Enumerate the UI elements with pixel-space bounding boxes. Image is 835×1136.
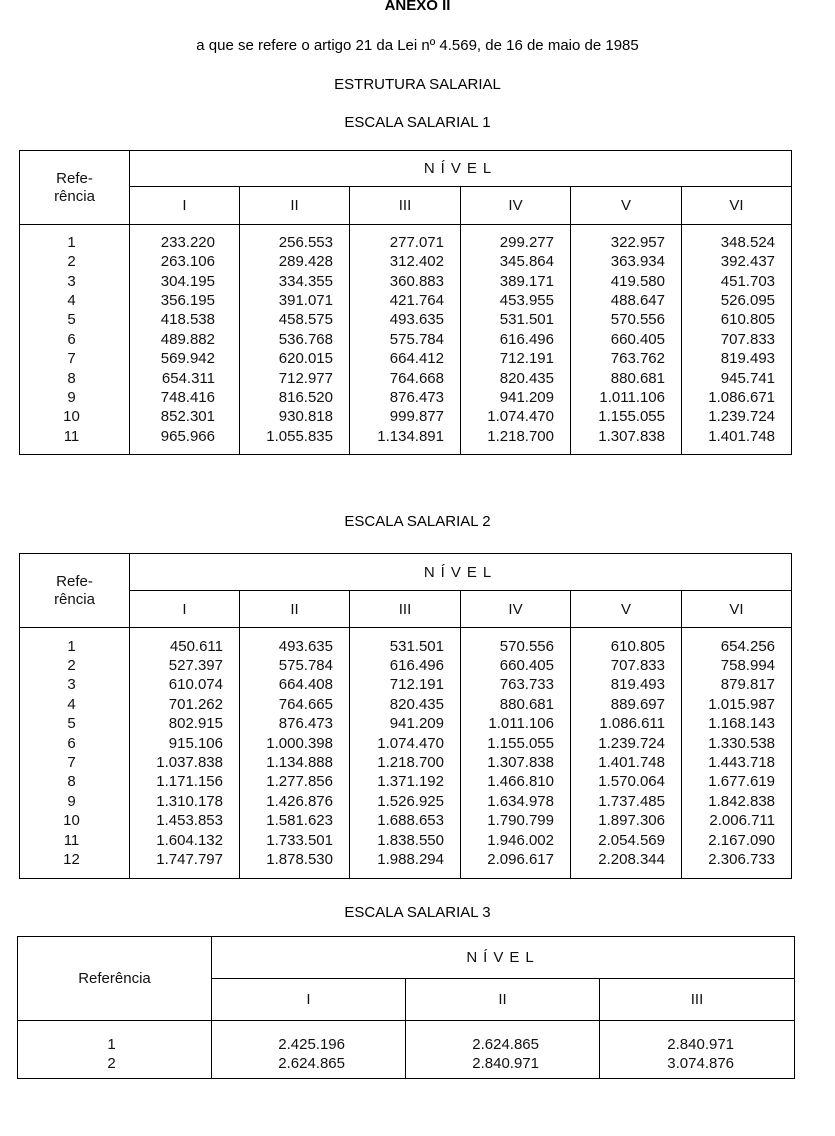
- salary-value: 915.106: [168, 734, 223, 752]
- salary-value: 493.635: [389, 311, 444, 329]
- level-column: [571, 225, 682, 455]
- reference-column: [18, 1021, 212, 1079]
- level-column: [350, 628, 461, 879]
- salary-value: 879.817: [720, 676, 776, 694]
- salary-value: 1.737.485: [598, 792, 665, 810]
- salary-value: 876.473: [389, 388, 444, 406]
- level-column: [682, 225, 792, 455]
- salary-value: 664.408: [278, 676, 333, 694]
- salary-value: 819.493: [720, 350, 776, 368]
- salary-value: 1.401.748: [598, 754, 665, 771]
- salary-value: 763.762: [610, 350, 665, 368]
- salary-value: 660.405: [610, 330, 665, 348]
- salary-value: 1.453.853: [156, 812, 223, 830]
- salary-value: 569.942: [160, 350, 215, 368]
- salary-value: 610.805: [610, 637, 665, 655]
- reference-header-line2: rência: [54, 187, 95, 205]
- salary-value: 1.055.835: [266, 427, 333, 445]
- reference-value: 1: [67, 233, 76, 251]
- scale-1-title: ESCALA SALARIAL 1: [344, 114, 491, 131]
- salary-scale-3-table: [17, 936, 795, 1079]
- salary-value: 880.681: [499, 695, 554, 713]
- salary-value: 570.556: [610, 311, 665, 329]
- salary-value: 1.074.470: [377, 734, 444, 752]
- nivel-header: NÍVEL: [212, 937, 795, 979]
- salary-value: 758.994: [720, 657, 776, 675]
- salary-value: 2.096.617: [487, 850, 554, 868]
- salary-value: 531.501: [389, 637, 444, 655]
- salary-value: 707.833: [720, 330, 776, 348]
- salary-value: 616.496: [389, 657, 444, 675]
- salary-value: 1.747.797: [156, 850, 223, 868]
- reference-value: 4: [67, 695, 76, 713]
- salary-value: 941.209: [499, 388, 554, 406]
- salary-value: 389.171: [499, 272, 554, 290]
- level-header: V: [571, 591, 682, 628]
- salary-value: 488.647: [610, 292, 665, 310]
- salary-value: 1.634.978: [487, 792, 554, 810]
- salary-value: 312.402: [389, 253, 444, 271]
- nivel-header: NÍVEL: [130, 151, 792, 187]
- level-header: IV: [461, 187, 571, 225]
- salary-value: 1.838.550: [377, 831, 444, 849]
- salary-value: 941.209: [389, 715, 444, 733]
- salary-value: 2.306.733: [708, 850, 776, 868]
- salary-value: 1.134.891: [377, 427, 444, 445]
- salary-value: 965.966: [160, 427, 215, 445]
- reference-value: 5: [67, 311, 76, 329]
- salary-value: 299.277: [499, 233, 554, 251]
- level-column: [461, 225, 571, 455]
- salary-value: 2.624.865: [472, 1035, 539, 1053]
- salary-value: 1.466.810: [487, 773, 554, 791]
- salary-value: 277.071: [389, 233, 444, 251]
- level-header: I: [130, 591, 240, 628]
- salary-value: 1.570.064: [598, 773, 665, 791]
- reference-value: 11: [63, 831, 80, 849]
- salary-value: 1.988.294: [377, 850, 444, 868]
- level-column: [130, 628, 240, 879]
- salary-value: 820.435: [499, 369, 554, 387]
- salary-value: 1.946.002: [487, 831, 554, 849]
- salary-value: 999.877: [389, 408, 444, 426]
- level-column: [682, 628, 792, 879]
- level-header: V: [571, 187, 682, 225]
- salary-value: 748.416: [160, 388, 215, 406]
- salary-value: 2.624.865: [278, 1055, 345, 1072]
- salary-value: 1.842.838: [708, 792, 776, 810]
- nivel-header: NÍVEL: [130, 554, 792, 591]
- salary-value: 489.882: [160, 330, 215, 348]
- reference-header: [18, 937, 212, 1021]
- salary-value: 1.307.838: [487, 754, 554, 771]
- level-column: [350, 225, 461, 455]
- salary-value: 712.977: [278, 369, 333, 387]
- reference-column: [20, 225, 130, 455]
- salary-value: 2.006.711: [709, 812, 776, 830]
- salary-value: 616.496: [499, 330, 554, 348]
- salary-value: 1.015.987: [708, 695, 776, 713]
- level-column: [212, 1021, 406, 1079]
- salary-value: 1.000.398: [266, 734, 333, 752]
- reference-value: 4: [67, 292, 76, 310]
- level-header: VI: [682, 187, 792, 225]
- reference-value: 1: [67, 637, 76, 655]
- reference-value: 9: [67, 388, 76, 406]
- salary-value: 531.501: [499, 311, 554, 329]
- salary-value: 707.833: [610, 657, 665, 675]
- reference-value: 8: [67, 369, 76, 387]
- salary-value: 2.054.569: [598, 831, 665, 849]
- salary-value: 1.074.470: [487, 408, 554, 426]
- reference-value: 5: [67, 715, 76, 733]
- reference-header-line1: Refe-: [56, 169, 93, 187]
- salary-value: 493.635: [278, 637, 333, 655]
- salary-value: 1.526.925: [377, 792, 444, 810]
- salary-value: 1.037.838: [156, 754, 223, 771]
- salary-value: 570.556: [499, 637, 554, 655]
- salary-value: 664.412: [389, 350, 444, 368]
- salary-value: 889.697: [610, 695, 665, 713]
- salary-value: 450.611: [169, 637, 223, 655]
- salary-value: 348.524: [720, 233, 776, 251]
- document-subtitle: a que se refere o artigo 21 da Lei nº 4.569, de 16 de maio de 1985: [196, 37, 639, 54]
- salary-value: 1.086.611: [599, 715, 665, 733]
- salary-value: 392.437: [720, 253, 776, 271]
- salary-value: 819.493: [610, 676, 665, 694]
- salary-value: 360.883: [389, 272, 444, 290]
- salary-value: 1.371.192: [377, 773, 444, 791]
- salary-value: 2.425.196: [278, 1035, 345, 1053]
- salary-value: 1.688.653: [377, 812, 444, 830]
- salary-value: 1.011.106: [488, 715, 554, 733]
- salary-value: 1.581.623: [266, 812, 333, 830]
- salary-value: 1.604.132: [156, 831, 223, 849]
- reference-value: 6: [67, 330, 76, 348]
- level-column: [406, 1021, 600, 1079]
- salary-value: 852.301: [160, 408, 215, 426]
- level-header: II: [240, 187, 350, 225]
- salary-value: 1.310.178: [156, 792, 223, 810]
- salary-value: 421.764: [389, 292, 444, 310]
- salary-value: 930.818: [278, 408, 333, 426]
- salary-value: 263.106: [160, 253, 215, 271]
- reference-header: [20, 151, 130, 225]
- salary-value: 233.220: [160, 233, 215, 251]
- salary-value: 3.074.876: [667, 1055, 735, 1072]
- level-column: [571, 628, 682, 879]
- salary-value: 1.790.799: [487, 812, 554, 830]
- reference-header-line2: rência: [54, 590, 95, 608]
- level-header: II: [240, 591, 350, 628]
- reference-value: 3: [67, 272, 76, 290]
- salary-value: 610.074: [168, 676, 223, 694]
- salary-value: 345.864: [499, 253, 554, 271]
- reference-value: 3: [67, 676, 76, 694]
- salary-value: 816.520: [278, 388, 333, 406]
- salary-value: 1.307.838: [598, 427, 665, 445]
- salary-value: 880.681: [610, 369, 665, 387]
- salary-value: 418.538: [160, 311, 215, 329]
- salary-scale-2-table: [19, 553, 792, 879]
- salary-value: 1.330.538: [708, 734, 776, 752]
- salary-value: 654.311: [161, 369, 215, 387]
- level-header: III: [350, 591, 461, 628]
- reference-value: 11: [63, 427, 80, 445]
- salary-value: 701.262: [168, 695, 223, 713]
- salary-value: 802.915: [168, 715, 223, 733]
- reference-value: 10: [63, 812, 80, 830]
- salary-value: 763.733: [499, 676, 554, 694]
- salary-value: 322.957: [610, 233, 665, 251]
- level-header: I: [212, 979, 406, 1021]
- reference-value: 10: [63, 408, 80, 426]
- reference-value: 6: [67, 734, 76, 752]
- salary-value: 764.668: [389, 369, 444, 387]
- salary-value: 1.677.619: [708, 773, 776, 791]
- salary-value: 1.155.055: [598, 408, 665, 426]
- salary-value: 536.768: [278, 330, 333, 348]
- salary-value: 1.401.748: [708, 427, 776, 445]
- salary-value: 2.840.971: [667, 1035, 735, 1053]
- salary-value: 764.665: [278, 695, 333, 713]
- salary-value: 391.071: [278, 292, 333, 310]
- salary-value: 334.355: [278, 272, 333, 290]
- salary-value: 527.397: [168, 657, 223, 675]
- salary-value: 575.784: [389, 330, 444, 348]
- salary-value: 304.195: [160, 272, 215, 290]
- salary-value: 1.134.888: [266, 754, 333, 771]
- salary-value: 1.897.306: [598, 812, 665, 830]
- salary-scale-1-table: [19, 150, 792, 455]
- salary-value: 1.086.671: [708, 388, 776, 406]
- salary-value: 1.168.143: [708, 715, 776, 733]
- reference-header-label: Referência: [78, 969, 151, 987]
- reference-value: 9: [67, 792, 76, 810]
- salary-value: 1.218.700: [487, 427, 554, 445]
- level-header: I: [130, 187, 240, 225]
- salary-value: 2.167.090: [708, 831, 776, 849]
- reference-value: 8: [67, 773, 76, 791]
- salary-value: 610.805: [720, 311, 776, 329]
- salary-value: 712.191: [499, 350, 554, 368]
- level-header: III: [350, 187, 461, 225]
- structure-heading: ESTRUTURA SALARIAL: [334, 76, 501, 93]
- level-column: [130, 225, 240, 455]
- salary-value: 2.840.971: [472, 1055, 539, 1072]
- level-header: VI: [682, 591, 792, 628]
- reference-value: 2: [107, 1055, 116, 1072]
- salary-value: 1.011.106: [599, 388, 665, 406]
- salary-value: 820.435: [389, 695, 444, 713]
- salary-value: 1.239.724: [708, 408, 776, 426]
- salary-value: 1.218.700: [377, 754, 444, 771]
- salary-value: 289.428: [278, 253, 333, 271]
- document-title: ANEXO II: [384, 0, 451, 14]
- reference-value: 1: [107, 1035, 116, 1053]
- salary-value: 620.015: [278, 350, 333, 368]
- salary-value: 1.239.724: [598, 734, 665, 752]
- reference-value: 7: [67, 754, 76, 771]
- salary-value: 453.955: [499, 292, 554, 310]
- salary-value: 419.580: [610, 272, 665, 290]
- salary-value: 2.208.344: [598, 850, 665, 868]
- level-header: IV: [461, 591, 571, 628]
- salary-value: 575.784: [278, 657, 333, 675]
- reference-value: 2: [67, 253, 76, 271]
- level-column: [240, 628, 350, 879]
- reference-value: 2: [67, 657, 76, 675]
- salary-value: 1.277.856: [266, 773, 333, 791]
- level-header: III: [600, 979, 795, 1021]
- salary-value: 1.733.501: [266, 831, 333, 849]
- level-column: [600, 1021, 795, 1079]
- salary-value: 526.095: [720, 292, 776, 310]
- salary-value: 356.195: [160, 292, 215, 310]
- salary-value: 451.703: [720, 272, 776, 290]
- scale-3-title: ESCALA SALARIAL 3: [344, 904, 491, 921]
- salary-value: 1.426.876: [266, 792, 333, 810]
- salary-value: 660.405: [499, 657, 554, 675]
- salary-value: 363.934: [610, 253, 665, 271]
- reference-header: [20, 554, 130, 628]
- scale-2-title: ESCALA SALARIAL 2: [344, 513, 491, 530]
- level-column: [461, 628, 571, 879]
- reference-value: 12: [63, 850, 80, 868]
- salary-value: 876.473: [278, 715, 333, 733]
- salary-value: 712.191: [389, 676, 444, 694]
- reference-header-line1: Refe-: [56, 572, 93, 590]
- reference-column: [20, 628, 130, 879]
- level-header: II: [406, 979, 600, 1021]
- salary-value: 1.155.055: [487, 734, 554, 752]
- salary-value: 458.575: [278, 311, 333, 329]
- salary-value: 945.741: [720, 369, 776, 387]
- reference-value: 7: [67, 350, 76, 368]
- salary-value: 1.171.156: [156, 773, 223, 791]
- level-column: [240, 225, 350, 455]
- salary-value: 654.256: [720, 637, 776, 655]
- salary-value: 1.878.530: [266, 850, 333, 868]
- salary-value: 1.443.718: [708, 754, 776, 771]
- salary-value: 256.553: [278, 233, 333, 251]
